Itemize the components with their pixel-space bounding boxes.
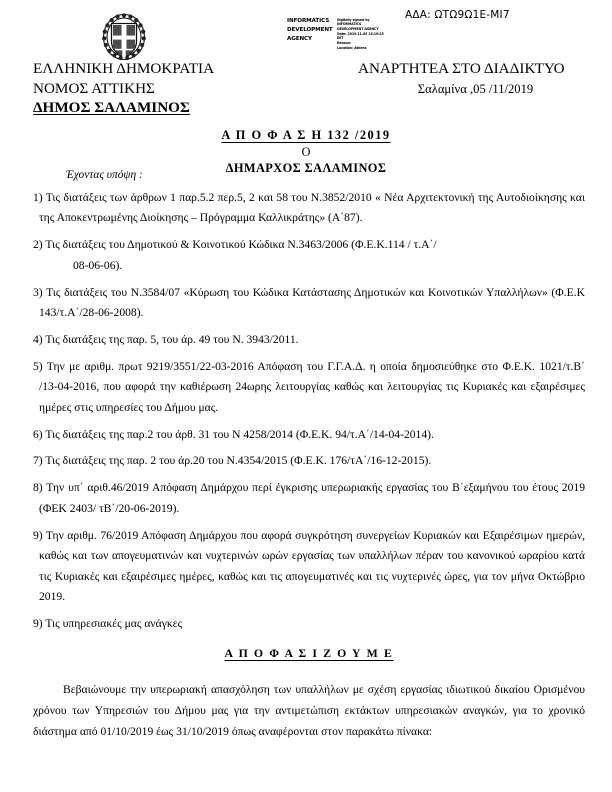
legal-clause: 8) Την υπ΄ αριθ.46/2019 Απόφαση Δημάρχου περί έγκρισης υπερωριακής εργασίας του Β΄εξαμήνου του έτους 2019 (ΦΕΚ 2403/ τΒ΄/20-06-2019).	[33, 481, 585, 515]
signature-detail-line: EET	[337, 36, 344, 41]
document-body	[33, 169, 585, 742]
legal-clause-text: 2) Τις διατάξεις του Δημοτικού & Κοινοτικού Κώδικα Ν.3463/2006 (Φ.Ε.Κ.114 / τ.Α΄/	[33, 238, 437, 252]
ada-code: ΑΔΑ: ΩΤΩ9Ω1Ε-ΜΙ7	[405, 9, 510, 21]
legal-clause: 6) Τις διατάξεις της παρ.2 του άρθ. 31 του Ν 4258/2014 (Φ.Ε.Κ. 94/τ.Α΄/14-04-2014).	[33, 427, 434, 441]
signature-agency-name: INFORMATICS DEVELOPMENT AGENCY	[287, 18, 333, 43]
authority-country: ΕΛΛΗΝΙΚΗ ΔΗΜΟΚΡΑΤΙΑ	[33, 60, 215, 77]
legal-clause: 9) Την αριθμ. 76/2019 Απόφαση Δημάρχου που αφορά συγκρότηση συνεργείων Κυριακών και Εξαιρέσιμων ημερών, καθώς και των απογευματινών και νυχτερινών ωρών εργασίας των υπαλλήλων πέραν του κανονικού ωραρίου κατά τις Κυριακές και εξαιρέσιμες ημέρες, καθώς και τις απογευματινές και τις νυχτερινές ώρες, για τον μήνα Οκτώβριο 2019.	[33, 528, 585, 603]
publication-block	[358, 59, 603, 99]
signature-details	[337, 17, 395, 50]
decide-heading: Α Π Ο Φ Α Σ Ι Ζ Ο Υ Μ Ε	[224, 646, 394, 661]
decision-article: Ο	[301, 145, 311, 159]
legal-clause: 5) Την με αριθμ. πρωτ 9219/3551/22-03-2016 Απόφαση του Γ.Γ.Α.Δ. η οποία δημοσιεύθηκε στο Φ.Ε.Κ. 1021/τ.Β΄ /13-04-2016, που αφορά την καθιέρωση 24ωρης λειτουργίας καθώς και λειτουργίας τις Κυριακές και εξαιρέσιμες ημέρες στις υπηρεσίες του Δήμου μας.	[33, 359, 585, 414]
digital-signature-stamp	[287, 17, 395, 57]
legal-clause: 4) Τις διατάξεις της παρ. 5, του άρ. 49 του Ν. 3943/2011.	[33, 332, 299, 346]
issuing-authority-block	[33, 59, 214, 118]
signature-detail-line: Digitally signed by	[337, 17, 370, 22]
authority-municipality: ΔΗΜΟΣ ΣΑΛΑΜΙΝΟΣ	[33, 99, 190, 116]
legal-clause: 3) Τις διατάξεις του Ν.3584/07 «Κύρωση του Κώδικα Κατάστασης Δημοτικών και Κοινοτικών Υπαλλήλων» (Φ.Ε.Κ 143/τ.Α΄/28-06-2008).	[33, 285, 585, 320]
legal-clause-continuation: 08-06-06).	[73, 258, 123, 272]
decision-issuer-title: ΔΗΜΑΡΧΟΣ ΣΑΛΑΜΙΝΟΣ	[225, 161, 387, 175]
legal-clause: 9) Τις υπηρεσιακές μας ανάγκες	[33, 616, 183, 630]
legal-clause: 7) Τις διατάξεις της παρ. 2 του άρ.20 του Ν.4354/2015 (Φ.Ε.Κ. 176/τΑ΄/16-12-2015).	[33, 454, 432, 468]
hellenic-republic-emblem-icon	[96, 11, 152, 63]
legal-clause: 1) Τις διατάξεις των άρθρων 1 παρ.5.2 περ.5, 2 και 58 του Ν.3852/2010 « Νέα Αρχιτεκτονική της Αυτοδιοίκησης και της Αποκεντρωμένης Διοίκησης – Πρόγραμμα Καλλικράτης» (Α΄87).	[33, 191, 585, 225]
publication-notice: ΑΝΑΡΤΗΤΕΑ ΣΤΟ ΔΙΑΔΙΚΤΥΟ	[358, 60, 565, 77]
signature-detail-line: INFORMATICS	[337, 22, 362, 27]
signature-detail-line: Date: 2019.11.05 13:19:25	[337, 31, 384, 36]
decision-number-title: Α Π Ο Φ Α Σ Η 132 /2019	[221, 128, 391, 142]
authority-prefecture: ΝΟΜΟΣ ΑΤΤΙΚΗΣ	[33, 79, 155, 97]
legal-clause	[33, 235, 585, 276]
preamble-text: Έχοντας υπόψη :	[66, 169, 143, 181]
closing-paragraph: Βεβαιώνουμε την υπερωριακή απασχόληση των υπαλλήλων με σχέση εργασίας ιδιωτικού δικαίου Ορισμένου χρόνου των Υπηρεσιών του Δήμου μας για την αντιμετώπιση εκτάκτων υπηρεσιακών αναγκών, για το χρονικό διάστημα από 01/10/2019 έως 31/10/2019 όπως αναφέρονται στον παρακάτω πίνακα:	[33, 683, 585, 739]
signature-detail-line: Reason:	[337, 40, 352, 45]
signature-detail-line: Location: Athens	[337, 45, 367, 50]
signature-detail-line: DEVELOPMENT AGENCY	[337, 26, 379, 31]
place-and-date: Σαλαμίνα ,05 /11/2019	[417, 81, 534, 96]
